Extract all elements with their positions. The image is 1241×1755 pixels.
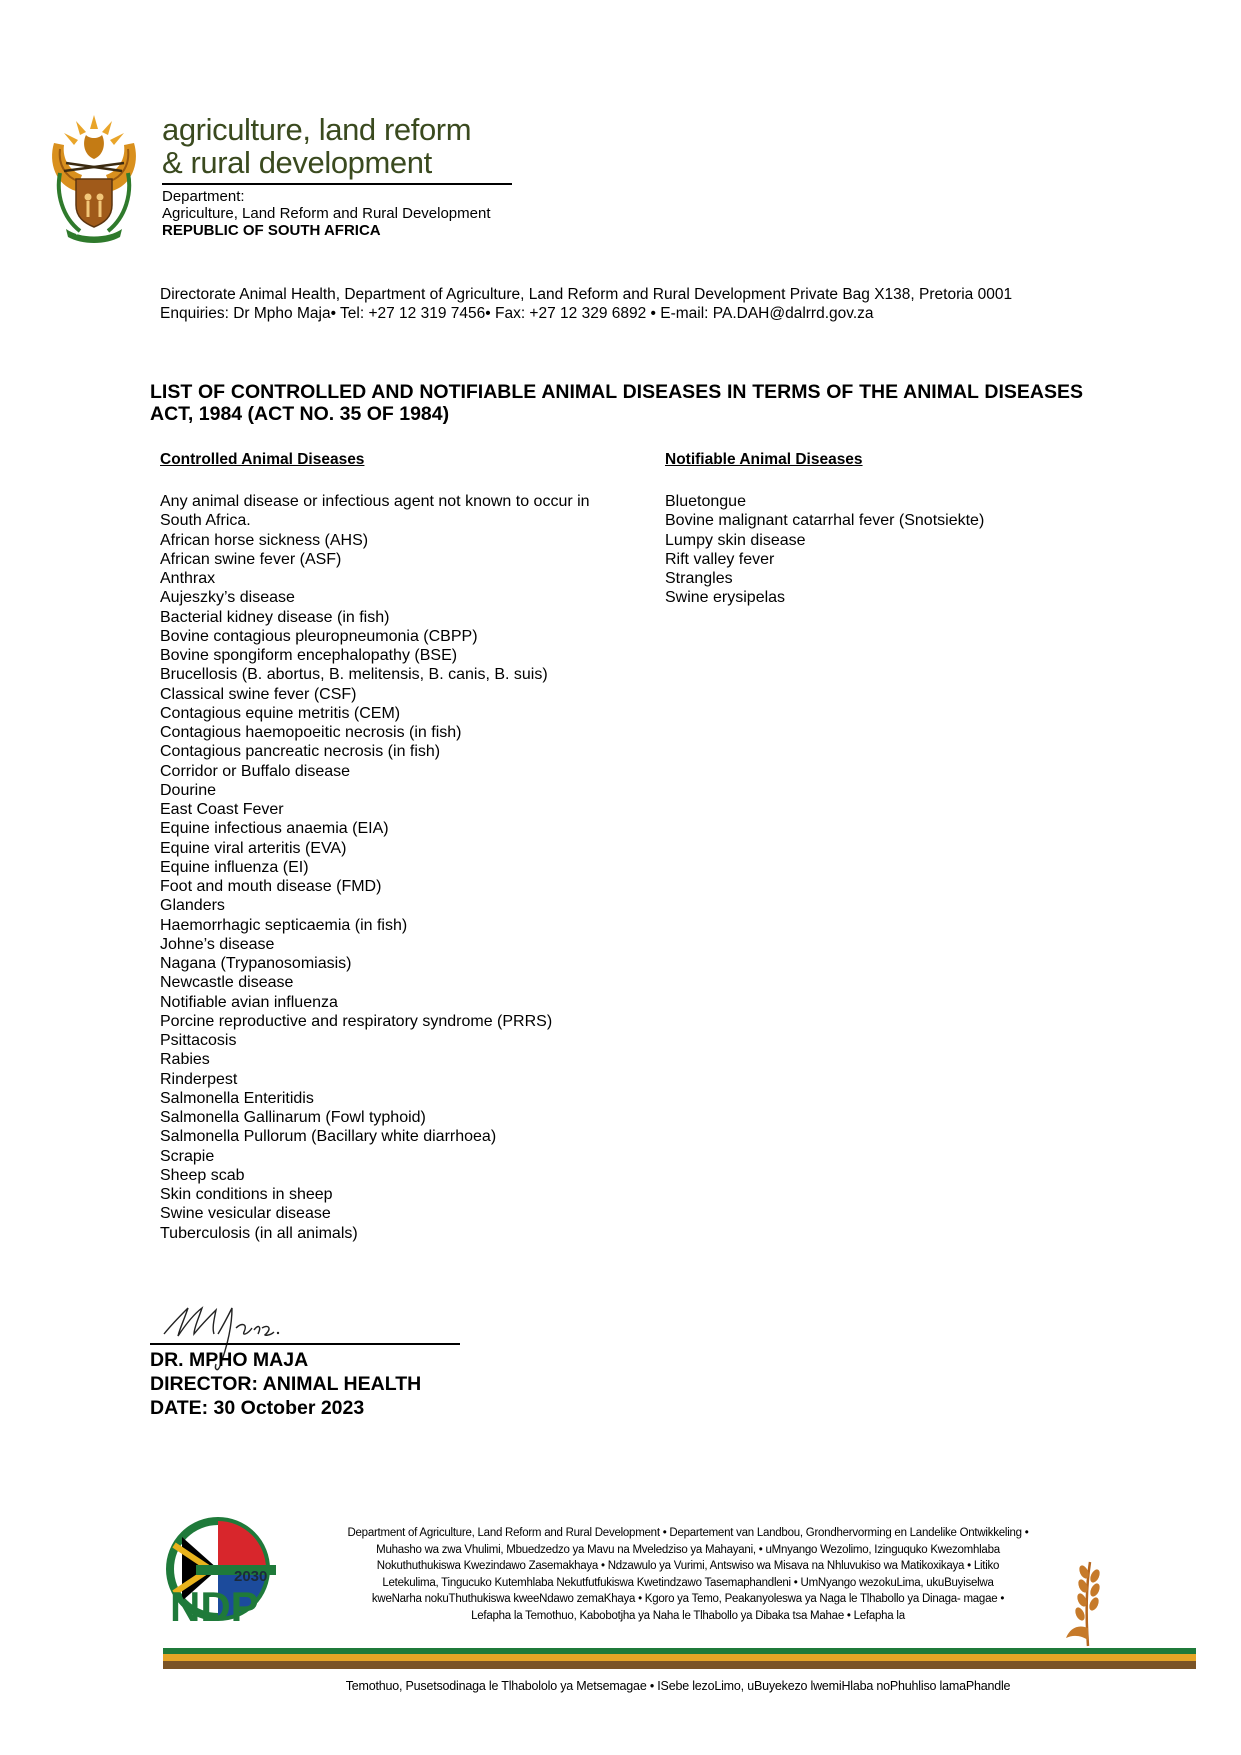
disease-list-item: Rinderpest (160, 1070, 238, 1088)
department-title-line-2: & rural development (162, 145, 432, 180)
disease-list-item: Anthrax (160, 570, 216, 587)
disease-list-item: Scrapie (160, 1147, 215, 1165)
header-rule (162, 183, 512, 185)
disease-list-item: Bovine spongiform encephalopathy (BSE) (160, 647, 458, 664)
disease-list-item: Any animal disease or infectious agent not known to occur in South Africa. (160, 493, 590, 530)
coat-of-arms-icon (46, 113, 142, 245)
disease-list-item: Bluetongue (665, 493, 746, 510)
signature-line (150, 1343, 460, 1345)
footer-text-line: kweNarha nokuThuthukiswa kweeNdawo zemaKhaya • Kgoro ya Temo, Peakanyoleswa ya Naga le Tlhabollo ya Dinaga- magae • (371, 1593, 1005, 1605)
disease-list-item: East Coast Fever (160, 801, 284, 818)
disease-list-item: Bacterial kidney disease (in fish) (160, 608, 390, 626)
address-line-2: Enquiries: Dr Mpho Maja• Tel: +27 12 319 7456• Fax: +27 12 329 6892 • E-mail: PA.DAH@dalrrd.gov.za (160, 305, 874, 322)
disease-list-item: Glanders (160, 897, 225, 915)
disease-list-item: Corridor or Buffalo disease (160, 762, 351, 780)
disease-list-item: Rabies (160, 1051, 210, 1069)
notifiable-diseases-column (665, 451, 1085, 608)
disease-list-item: Sheep scab (160, 1166, 245, 1184)
disease-list-item: Newcastle disease (160, 974, 294, 992)
address-block (160, 285, 1012, 323)
disease-list-item: Strangles (665, 570, 733, 587)
disease-list-item: Notifiable avian influenza (160, 993, 338, 1011)
address-line-1: Directorate Animal Health, Department of Agriculture, Land Reform and Rural Development Private Bag X138, Pretoria 0001 (160, 286, 1013, 303)
disease-list-item: Contagious pancreatic necrosis (in fish) (160, 743, 441, 761)
ndp-year: 2030 (234, 1568, 268, 1585)
signatory-position: DIRECTOR: ANIMAL HEALTH (150, 1373, 422, 1395)
footer-text-line: Nokuthuthukiswa Kwezindawo Zasemakhaya • Ndzawulo ya Vurimi, Antswiso wa Misava na Nhluvukiso wa Matikoxikaya • Litiko (376, 1560, 1000, 1572)
wheat-icon (1062, 1558, 1112, 1648)
document-title: LIST OF CONTROLLED AND NOTIFIABLE ANIMAL DISEASES IN TERMS OF THE ANIMAL DISEASES ACT, 1984 (ACT NO. 35 OF 1984) (150, 381, 1083, 425)
disease-list-item: Nagana (Trypanosomiasis) (160, 955, 352, 972)
disease-list-item: Johne’s disease (160, 935, 275, 953)
disease-list-item: Dourine (160, 781, 217, 799)
disease-list-item: Salmonella Pullorum (Bacillary white diarrhoea) (160, 1128, 497, 1146)
signature-block (150, 1348, 421, 1420)
disease-list-item: Salmonella Enteritidis (160, 1089, 314, 1107)
controlled-diseases-column (160, 451, 600, 1243)
footer-text-line: Letekulima, Tingucuko Kutemhlaba Nekutfutfukiswa Kwetindzawo Tasemaphandleni • UmNyango wezokuLima, ukuBuyiselwa (382, 1576, 994, 1589)
footer-text-line: Department of Agriculture, Land Reform and Rural Development • Departement van Landbou, Grondhervorming en Landelike Ontwikkeling • (347, 1527, 1029, 1539)
department-label: Department: (162, 188, 245, 205)
footer-text-line: Lefapha la Temothuo, Kabobotjha ya Naha le Tlhabollo ya Dibaka tsa Mahae • Lefapha la (471, 1609, 905, 1622)
disease-list-item: Equine influenza (EI) (160, 858, 309, 876)
disease-list-item: Contagious equine metritis (CEM) (160, 704, 401, 722)
notifiable-diseases-list (665, 492, 1085, 608)
disease-list-item: Lumpy skin disease (665, 531, 806, 549)
disease-list-item: Foot and mouth disease (FMD) (160, 878, 382, 895)
disease-list-item: Equine infectious anaemia (EIA) (160, 820, 389, 838)
disease-list-item: African horse sickness (AHS) (160, 531, 369, 549)
footer-tagline: Temothuo, Pusetsodinaga le Tlhabololo ya Metsemagae • ISebe lezoLimo, uBuyekezo lwemiHlaba noPhuhliso lamaPhandle (345, 1679, 1011, 1693)
department-subtitle (162, 188, 491, 239)
disease-list-item: Bovine malignant catarrhal fever (Snotsiekte) (665, 512, 985, 530)
footer-stripe-brown (163, 1661, 1196, 1669)
department-title (162, 113, 471, 179)
disease-list-item: Porcine reproductive and respiratory syndrome (PRRS) (160, 1012, 553, 1030)
disease-list-item: Equine viral arteritis (EVA) (160, 839, 347, 857)
disease-list-item: Tuberculosis (in all animals) (160, 1224, 358, 1242)
disease-list-item: Psittacosis (160, 1032, 237, 1049)
signature-date: DATE: 30 October 2023 (150, 1397, 365, 1419)
notifiable-diseases-heading: Notifiable Animal Diseases (665, 451, 863, 468)
controlled-diseases-heading: Controlled Animal Diseases (160, 451, 365, 468)
department-title-line-1: agriculture, land reform (162, 112, 472, 147)
disease-list-item: Swine erysipelas (665, 589, 786, 607)
ndp-2030-logo (160, 1517, 280, 1627)
country-name: REPUBLIC OF SOUTH AFRICA (162, 222, 381, 239)
signatory-name: DR. MPHO MAJA (150, 1349, 309, 1371)
ndp-acronym: NDP (170, 1583, 259, 1627)
disease-list-item: Classical swine fever (CSF) (160, 685, 357, 703)
disease-list-item: African swine fever (ASF) (160, 550, 342, 568)
footer-multilingual-text (298, 1525, 1078, 1624)
disease-list-item: Salmonella Gallinarum (Fowl typhoid) (160, 1109, 426, 1126)
footer-stripe-gold (163, 1654, 1196, 1661)
disease-list-item: Haemorrhagic septicaemia (in fish) (160, 916, 408, 934)
disease-list-item: Rift valley fever (665, 550, 775, 568)
disease-list-item: Skin conditions in sheep (160, 1186, 333, 1203)
controlled-diseases-list (160, 492, 600, 1243)
disease-list-item: Swine vesicular disease (160, 1205, 331, 1223)
disease-list-item: Aujeszky’s disease (160, 589, 295, 607)
disease-list-item: Contagious haemopoeitic necrosis (in fish) (160, 724, 462, 741)
department-name: Agriculture, Land Reform and Rural Development (162, 205, 491, 222)
disease-list-item: Bovine contagious pleuropneumonia (CBPP) (160, 627, 478, 645)
disease-list-item: Brucellosis (B. abortus, B. melitensis, B. canis, B. suis) (160, 666, 548, 684)
footer-text-line: Muhasho wa zwa Vhulimi, Mbuedzedzo ya Mavu na Mveledziso ya Mahayani, • uMnyango Wezolimo, Izinguquko Kwezomhlaba (376, 1543, 1000, 1556)
